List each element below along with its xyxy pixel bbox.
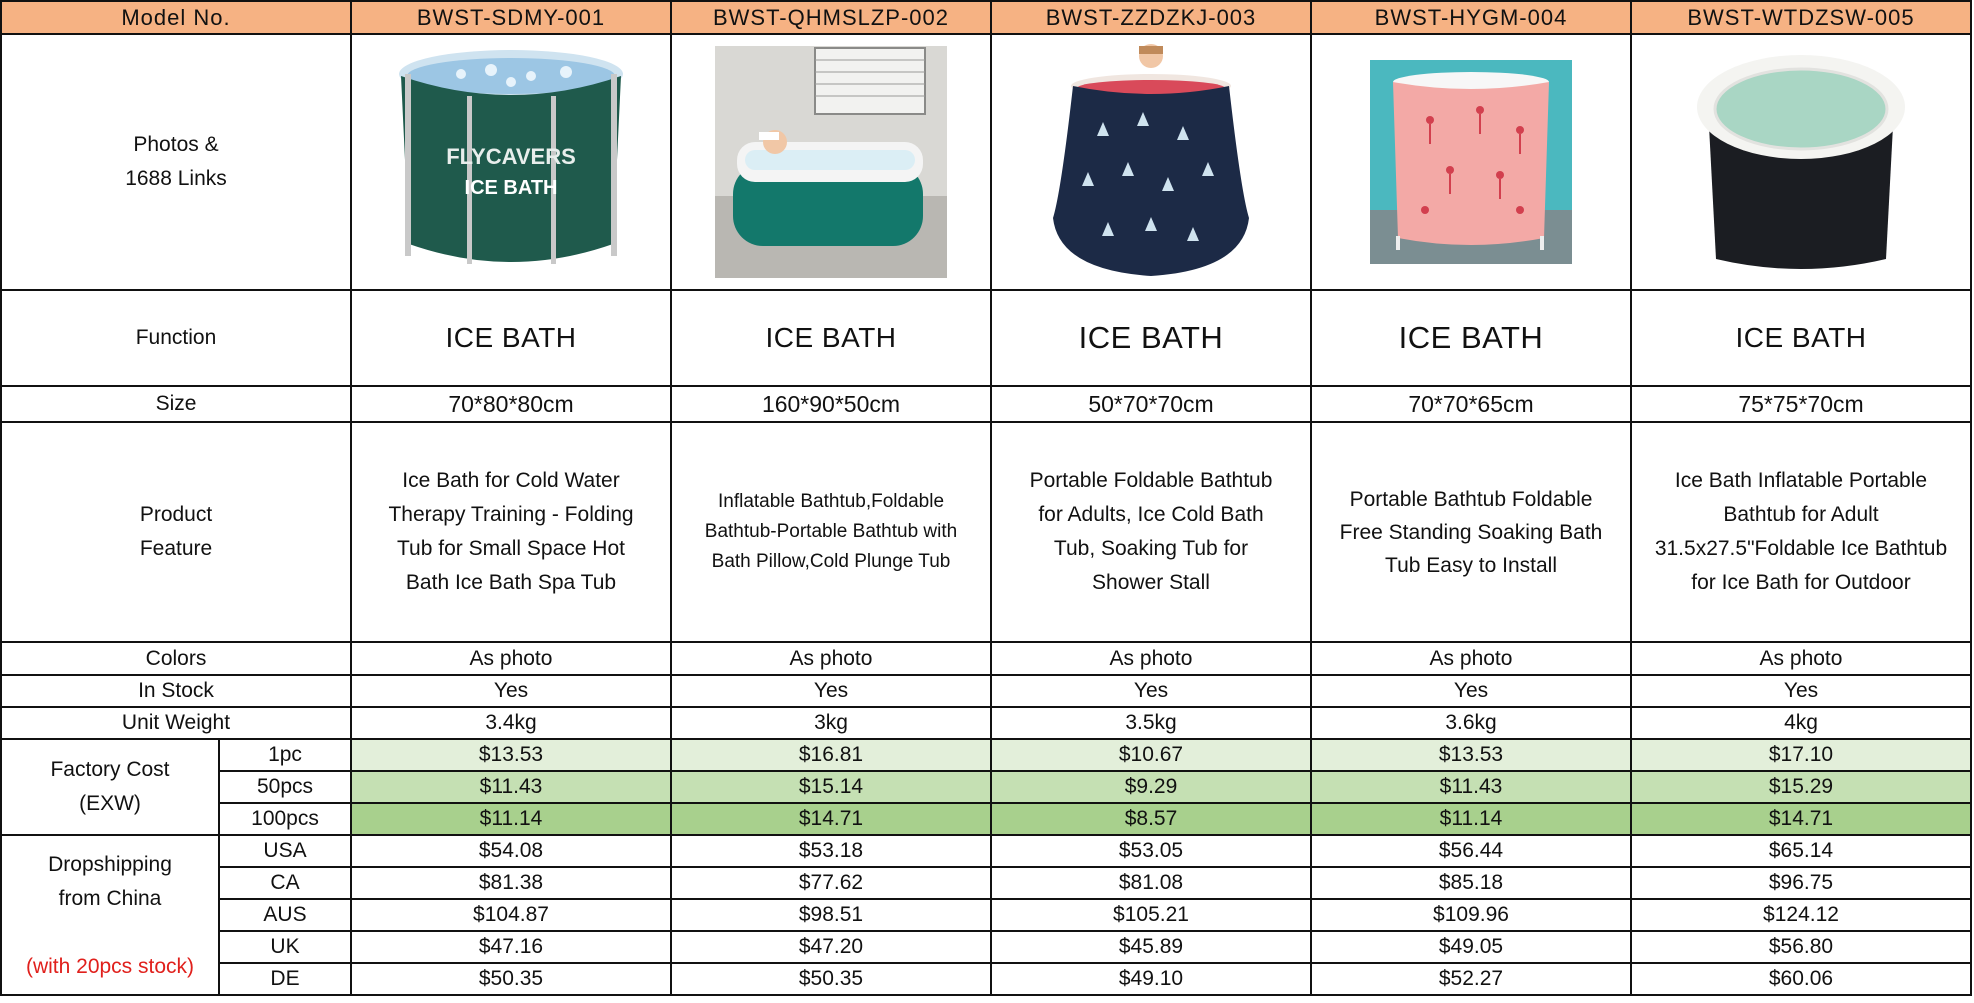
feature-line: Portable Foldable Bathtub [1029,469,1273,492]
foldable-bathtub-pink-image[interactable] [1370,60,1572,264]
dropship-row [1,835,1971,867]
price-cell: $11.14 [351,803,671,835]
price-cell: $8.57 [991,803,1311,835]
model-cell: BWST-HYGM-004 [1311,1,1631,34]
price-cell: $11.43 [1311,771,1631,803]
stock-row [1,675,1971,707]
price-cell: $11.43 [351,771,671,803]
dropship-label-line1: Dropshipping [48,853,172,876]
feature-label [1,422,351,642]
feature-cell [991,422,1311,642]
photos-label-line2: 1688 Links [125,167,227,190]
function-cell: ICE BATH [671,290,991,386]
factory-cost-label-line2: (EXW) [79,792,141,815]
function-label: Function [1,290,351,386]
tier-qty: 100pcs [219,803,351,835]
weight-row [1,707,1971,739]
price-cell: $50.35 [671,963,991,995]
photo-cell-2[interactable] [671,34,991,290]
price-cell: $15.29 [1631,771,1971,803]
price-cell: $13.53 [1311,739,1631,771]
model-cell: BWST-WTDZSW-005 [1631,1,1971,34]
price-cell: $104.87 [351,899,671,931]
feature-line: Bathtub for Adult [1723,503,1879,526]
factory-cost-row [1,803,1971,835]
stock-cell: Yes [1631,675,1971,707]
region-label: AUS [219,899,351,931]
price-cell: $47.20 [671,931,991,963]
price-cell: $15.14 [671,771,991,803]
photos-label [1,34,351,290]
foldable-bathtub-navy-image[interactable] [1033,42,1269,282]
dropship-label [1,835,219,995]
stock-cell: Yes [351,675,671,707]
price-cell: $47.16 [351,931,671,963]
price-cell: $81.08 [991,867,1311,899]
price-cell: $14.71 [1631,803,1971,835]
size-cell: 70*80*80cm [351,386,671,422]
region-label: USA [219,835,351,867]
function-cell: ICE BATH [1311,290,1631,386]
stock-label: In Stock [1,675,351,707]
weight-label: Unit Weight [1,707,351,739]
stock-cell: Yes [991,675,1311,707]
weight-cell: 3kg [671,707,991,739]
colors-cell: As photo [991,642,1311,675]
model-label: Model No. [1,1,351,34]
feature-line: Ice Bath for Cold Water [402,469,620,492]
feature-line: Bath Pillow,Cold Plunge Tub [711,551,951,572]
region-label: DE [219,963,351,995]
dropship-row [1,963,1971,995]
feature-cell [351,422,671,642]
photos-label-line1: Photos & [133,133,219,156]
function-cell: ICE BATH [351,290,671,386]
feature-line: for Ice Bath for Outdoor [1691,571,1911,594]
price-cell: $109.96 [1311,899,1631,931]
function-row [1,290,1971,386]
feature-line: Bathtub-Portable Bathtub with [704,521,958,542]
photo-cell-5[interactable] [1631,34,1971,290]
model-cell: BWST-SDMY-001 [351,1,671,34]
colors-cell: As photo [671,642,991,675]
header-row [1,1,1971,34]
model-cell: BWST-QHMSLZP-002 [671,1,991,34]
feature-label-line1: Product [139,503,213,526]
brand-logo-subtext: ICE BATH [464,177,558,199]
photos-row [1,34,1971,290]
size-cell: 50*70*70cm [991,386,1311,422]
size-cell: 160*90*50cm [671,386,991,422]
tier-qty: 1pc [219,739,351,771]
price-cell: $16.81 [671,739,991,771]
feature-line: Inflatable Bathtub,Foldable [717,491,945,512]
photo-cell-3[interactable] [991,34,1311,290]
feature-line: Tub Easy to Install [1385,553,1557,577]
feature-label-line2: Feature [139,537,213,560]
feature-cell [1631,422,1971,642]
feature-line: for Adults, Ice Cold Bath [1038,503,1264,526]
price-cell: $77.62 [671,867,991,899]
price-cell: $98.51 [671,899,991,931]
price-cell: $50.35 [351,963,671,995]
weight-cell: 4kg [1631,707,1971,739]
feature-line: Therapy Training - Folding [388,503,634,526]
feature-line: 31.5x27.5"Foldable Ice Bathtub [1654,537,1948,560]
colors-row [1,642,1971,675]
price-cell: $60.06 [1631,963,1971,995]
size-cell: 70*70*65cm [1311,386,1631,422]
inflatable-bathtub-image[interactable] [715,46,947,278]
feature-cell [671,422,991,642]
price-cell: $9.29 [991,771,1311,803]
feature-line: Tub for Small Space Hot [397,537,625,560]
dropship-row [1,867,1971,899]
stock-cell: Yes [1311,675,1631,707]
price-cell: $105.21 [991,899,1311,931]
price-cell: $53.18 [671,835,991,867]
factory-cost-label-line1: Factory Cost [50,758,170,781]
size-label: Size [1,386,351,422]
photo-cell-1[interactable] [351,34,671,290]
region-label: UK [219,931,351,963]
price-cell: $11.14 [1311,803,1631,835]
price-cell: $65.14 [1631,835,1971,867]
weight-cell: 3.4kg [351,707,671,739]
price-cell: $17.10 [1631,739,1971,771]
price-cell: $45.89 [991,931,1311,963]
dropship-row [1,931,1971,963]
price-cell: $96.75 [1631,867,1971,899]
function-cell: ICE BATH [1631,290,1971,386]
dropship-label-line2: from China [58,887,162,910]
colors-cell: As photo [1311,642,1631,675]
factory-cost-label [1,739,219,835]
price-cell: $10.67 [991,739,1311,771]
feature-line: Ice Bath Inflatable Portable [1674,469,1928,492]
dropship-row [1,899,1971,931]
tier-qty: 50pcs [219,771,351,803]
factory-cost-row [1,739,1971,771]
price-cell: $56.80 [1631,931,1971,963]
colors-label: Colors [1,642,351,675]
price-cell: $56.44 [1311,835,1631,867]
region-label: CA [219,867,351,899]
feature-row [1,422,1971,642]
price-cell: $49.10 [991,963,1311,995]
model-cell: BWST-ZZDZKJ-003 [991,1,1311,34]
price-cell: $54.08 [351,835,671,867]
feature-cell [1311,422,1631,642]
price-cell: $13.53 [351,739,671,771]
feature-line: Bath Ice Bath Spa Tub [405,571,617,594]
colors-cell: As photo [351,642,671,675]
price-cell: $81.38 [351,867,671,899]
stock-cell: Yes [671,675,991,707]
price-cell: $52.27 [1311,963,1631,995]
size-row [1,386,1971,422]
brand-logo-text: FLYCAVERS [446,144,576,169]
price-cell: $14.71 [671,803,991,835]
colors-cell: As photo [1631,642,1971,675]
weight-cell: 3.6kg [1311,707,1631,739]
price-cell: $49.05 [1311,931,1631,963]
feature-line: Free Standing Soaking Bath [1339,520,1603,544]
price-cell: $85.18 [1311,867,1631,899]
factory-cost-row [1,771,1971,803]
price-cell: $124.12 [1631,899,1971,931]
photo-cell-4[interactable] [1311,34,1631,290]
weight-cell: 3.5kg [991,707,1311,739]
feature-line: Shower Stall [1092,571,1210,594]
price-cell: $53.05 [991,835,1311,867]
function-cell: ICE BATH [991,290,1311,386]
feature-line: Tub, Soaking Tub for [1053,537,1249,560]
dropship-stock-note: (with 20pcs stock) [25,955,195,978]
feature-line: Portable Bathtub Foldable [1349,487,1593,511]
ice-bath-tub-green-image[interactable] [391,44,631,280]
size-cell: 75*75*70cm [1631,386,1971,422]
inflatable-ice-bathtub-image[interactable] [1690,47,1912,277]
